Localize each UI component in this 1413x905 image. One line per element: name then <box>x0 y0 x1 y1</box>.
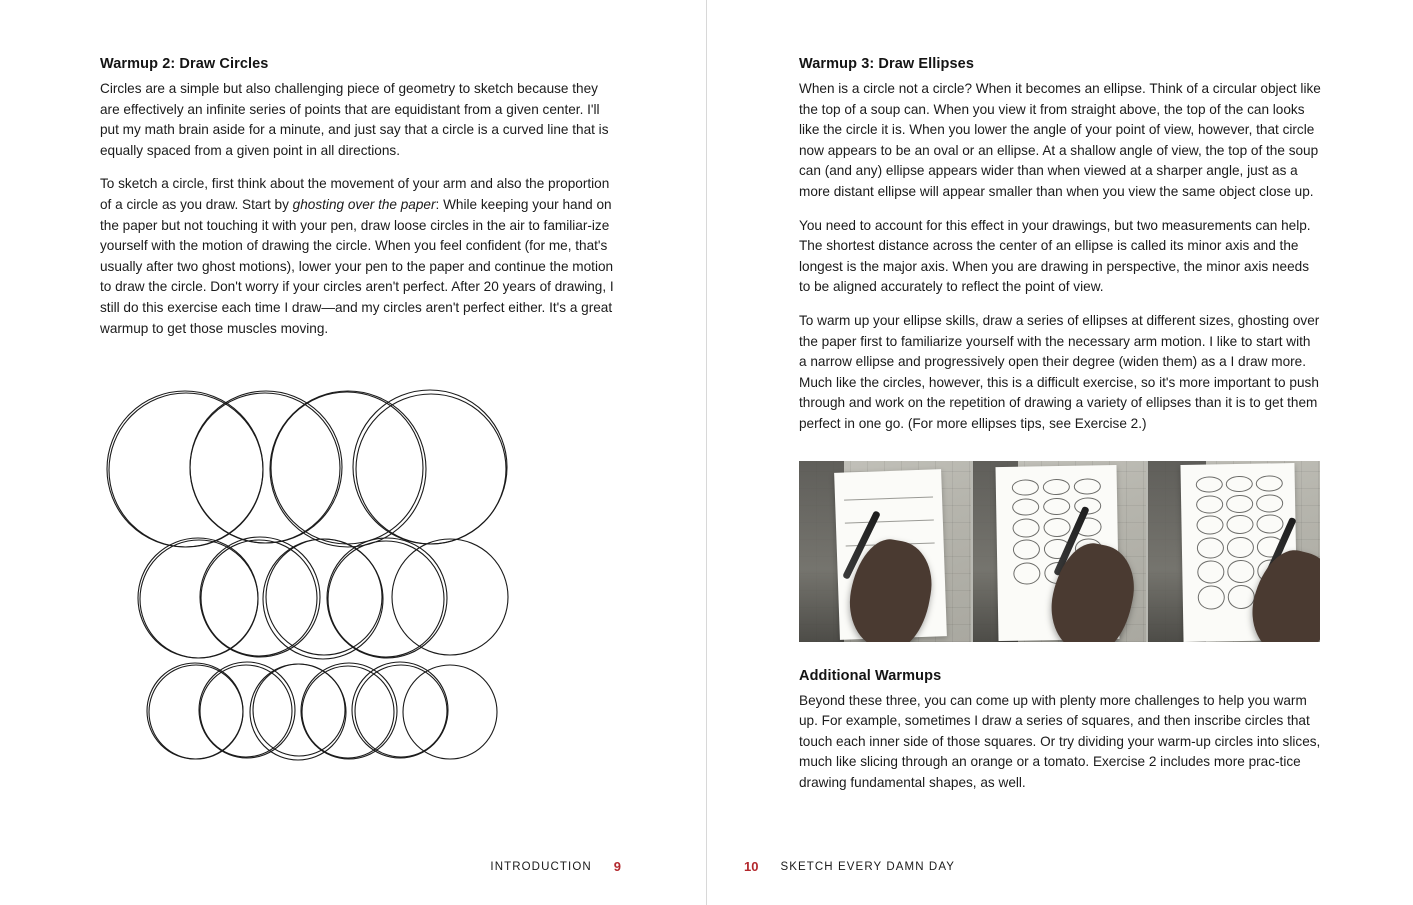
ellipse-photo-strip <box>799 461 1320 642</box>
additional-warmups-heading: Additional Warmups <box>799 667 942 684</box>
right-footer-runhead: SKETCH EVERY DAMN DAY <box>780 860 956 873</box>
left-paragraph-2 <box>100 174 620 339</box>
left-page-content <box>100 56 620 781</box>
right-page-number: 10 <box>744 859 759 874</box>
left-page <box>0 0 706 905</box>
left-page-footer <box>490 859 621 874</box>
right-paragraph-2: You need to account for this effect in your drawings, but two measurements can help. The shortest distance across the center of an ellipse is called its minor axis and the longest is the major axis. When you are drawing in perspective, the minor axis needs to be aligned accurately to reflect the point of view. <box>799 217 1311 295</box>
left-paragraph-2-italic: ghosting over the paper <box>292 196 436 212</box>
right-paragraph-1: When is a circle not a circle? When it becomes an ellipse. Think of a circular object like the top of a soup can. When you view it from straight above, the top of the can looks like the circle it is. When you lower the angle of your point of view, however, that circle now appears to be an oval or an ellipse. At a shallow angle of view, the top of the soup can (and any) ellipse appears wider than when viewed at a sharper angle, just as a more distant ellipse will appear smaller than when you view the same object close up. <box>799 81 1321 199</box>
additional-warmups-paragraph: Beyond these three, you can come up with plenty more challenges to help you warm up. For example, sometimes I draw a series of squares, and then inscribe circles that touch each inner side of those squares. Or try dividing your warm-up circles into slices, much like slicing through an orange or a tomato. Exercise 2 includes more prac-tice drawing fundamental shapes, as well. <box>799 692 1321 790</box>
right-page-footer <box>744 859 955 874</box>
left-paragraph-1: Circles are a simple but also challenging piece of geometry to sketch because they are effectively an infinite series of points that are equidistant from a given center. I'll put my math brain aside for a minute, and just say that a circle is a curved line that is equally spaced from a given point in all directions. <box>100 81 609 158</box>
left-page-heading: Warmup 2: Draw Circles <box>100 56 269 72</box>
left-paragraph-2-after: : While keeping your hand on the paper but not touching it with your pen, draw loose circles in the air to familiar-ize yourself with the motion of drawing the circle. When you feel confident (for me, that's usually after two ghost motions), lower your pen to the paper and continue the motion to draw the circle. Don't worry if your circles aren't perfect. After 20 years of drawing, I still do this exercise each time I draw—and my circles aren't perfect either. It's a great warmup to get those muscles moving. <box>100 196 614 336</box>
photo-completed-ellipses <box>1148 461 1320 642</box>
right-paragraph-3: To warm up your ellipse skills, draw a series of ellipses at different sizes, ghosting over the paper first to familiarize yourself with the necessary arm motion. I like to start with a narrow ellipse and progressively open their degree (widen them) as a I draw more. Much like the circles, however, this is a difficult exercise, so it's more important to push through and work on the repetition of drawing a variety of ellipses than it is to get them perfect in one go. (For more ellipses tips, see Exercise 2.) <box>799 312 1320 431</box>
right-page <box>706 0 1412 905</box>
left-paragraph-2-before: To sketch a circle, first think about the movement of your arm and also the proportion of a circle as you draw. Start by <box>100 176 610 212</box>
right-page-content <box>799 56 1321 793</box>
left-footer-runhead: INTRODUCTION <box>490 860 592 873</box>
left-page-number: 9 <box>613 859 621 874</box>
photo-ghosting-over-paper <box>799 461 971 642</box>
right-page-heading: Warmup 3: Draw Ellipses <box>799 56 975 72</box>
circles-illustration <box>100 381 520 781</box>
photo-drawing-ellipses <box>973 461 1145 642</box>
